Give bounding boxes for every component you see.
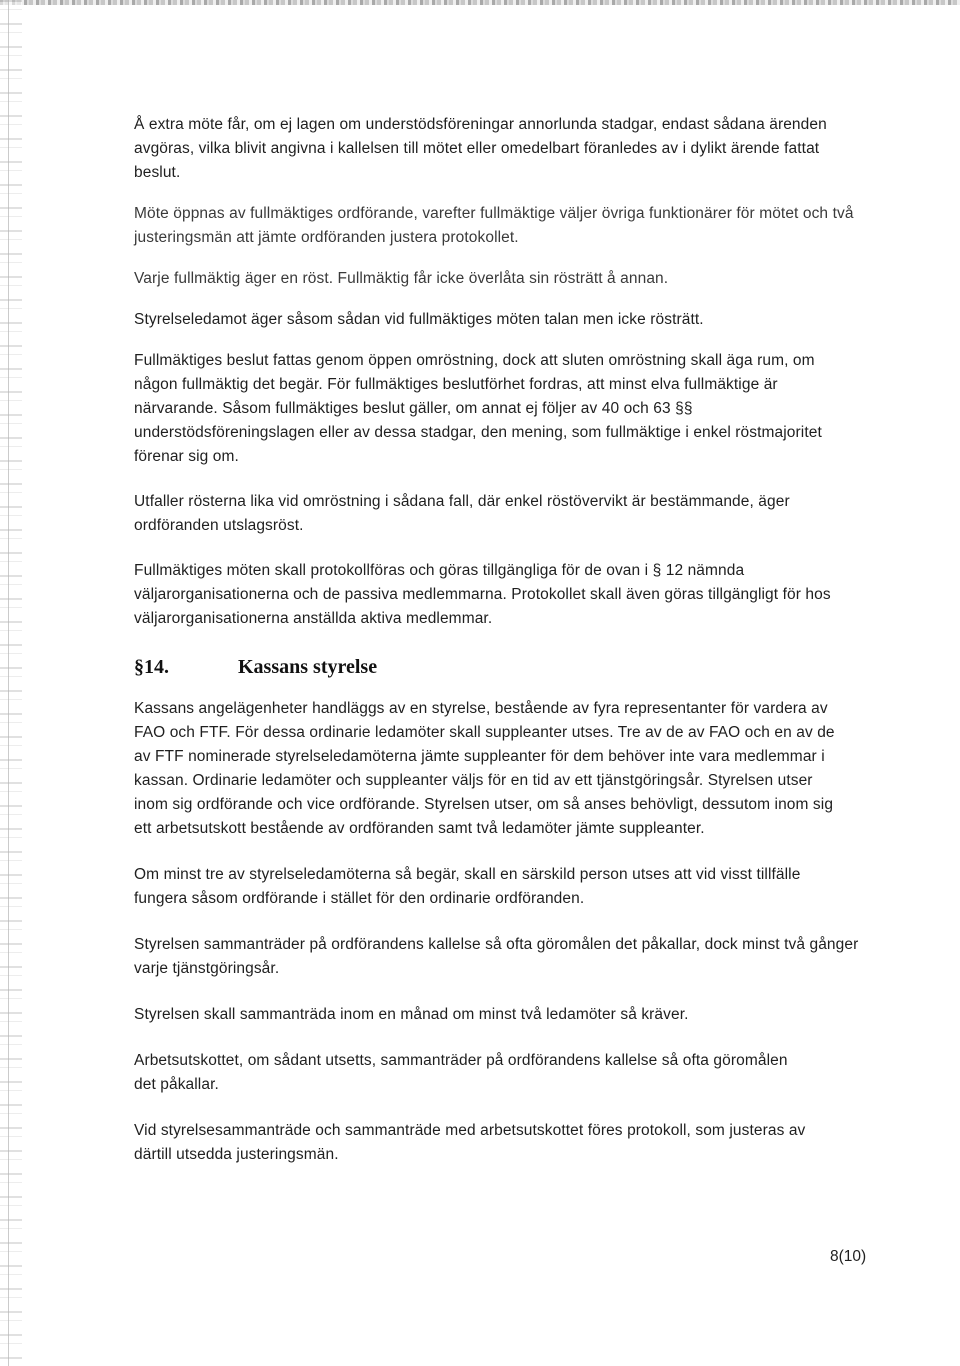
paragraph-sammantrada-manad: Styrelsen skall sammanträda inom en månad om minst två ledamöter så kräver. [134, 1006, 689, 1023]
paragraph-utslagsrost: Utfaller rösterna lika vid omröstning i sådana fall, där enkel röstövervikt är bestämmande, äger ordföranden utslagsröst. [134, 493, 790, 534]
scan-top-edge [0, 0, 960, 5]
paragraph-protokoll-justeras: Vid styrelsesammanträde och sammanträde med arbetsutskottet föres protokoll, som justeras av därtill utsedda justeringsmän. [134, 1122, 806, 1163]
section-heading [134, 653, 879, 681]
paragraph-protokollforas: Fullmäktiges möten skall protokollföras och göras tillgängliga för de ovan i § 12 nämnda väljarorganisationerna och de passiva medlemmarna. Protokollet skall även göras tillgängligt för hos väljarorganisationerna anställda aktiva medlemmar. [134, 562, 831, 627]
document-body [134, 113, 879, 1167]
paragraph-styrelseledamot: Styrelseledamot äger såsom sådan vid fullmäktiges möten talan men icke rösträtt. [134, 311, 704, 328]
paragraph-sarskild-person: Om minst tre av styrelseledamöterna så begär, skall en särskild person utses att vid visst tillfälle fungera såsom ordförande i stället för den ordinarie ordföranden. [134, 866, 801, 907]
paragraph-sammantrader: Styrelsen sammanträder på ordförandens kallelse så ofta göromålen det påkallar, dock minst två gånger varje tjänstgöringsår. [134, 936, 859, 977]
paragraph-kassans-angelagenheter: Kassans angelägenheter handläggs av en styrelse, bestående av fyra representanter för vardera av FAO och FTF. För dessa ordinarie ledamöter skall suppleanter utses. Tre av de av FAO och en av de av FTF nominerade styrelseledamöterna jämte suppleanter för dem behöver inte vara medlemmar i kassan. Ordinarie ledamöter och suppleanter väljs för en tid av ett tjänstgöringsår. Styrelsen utser inom sig ordförande och vice ordförande. Styrelsen utser, om så anses behövligt, dessutom inom sig ett arbetsutskott bestående av ordföranden samt två ledamöter jämte suppleanter. [134, 700, 835, 837]
paragraph-extra-mote: Å extra möte får, om ej lagen om understödsföreningar annorlunda stadgar, endast sådana ärenden avgöras, vilka blivit angivna i kallelsen till mötet eller omedelbart föranledes av i dylikt ärende fattat beslut. [134, 116, 827, 181]
paragraph-beslut: Fullmäktiges beslut fattas genom öppen omröstning, dock att sluten omröstning skall äga rum, om någon fullmäktig det begär. För fullmäktiges beslutförhet fordras, att minst elva fullmäktige är närvarande. Såsom fullmäktiges beslut gäller, om annat ej följer av 40 och 63 §§ understödsföreningslagen eller av dessa stadgar, den mening, som fullmäktige i enkel röstmajoritet förenar sig om. [134, 352, 822, 465]
scan-left-line [8, 0, 9, 1366]
section-title: Kassans styrelse [238, 656, 378, 678]
paragraph-mote-oppnas: Möte öppnas av fullmäktiges ordförande, varefter fullmäktige väljer övriga funktionärer för mötet och två justeringsmän att jämte ordföranden justera protokollet. [134, 205, 854, 246]
section-number: §14. [134, 656, 169, 678]
paragraph-rostratt: Varje fullmäktig äger en röst. Fullmäktig får icke överlåta sin rösträtt å annan. [134, 270, 669, 287]
scan-left-edge [0, 0, 22, 1366]
paragraph-arbetsutskottet: Arbetsutskottet, om sådant utsetts, sammanträder på ordförandens kallelse så ofta göromålen det påkallar. [134, 1052, 788, 1093]
page-number: 8(10) [830, 1248, 867, 1265]
